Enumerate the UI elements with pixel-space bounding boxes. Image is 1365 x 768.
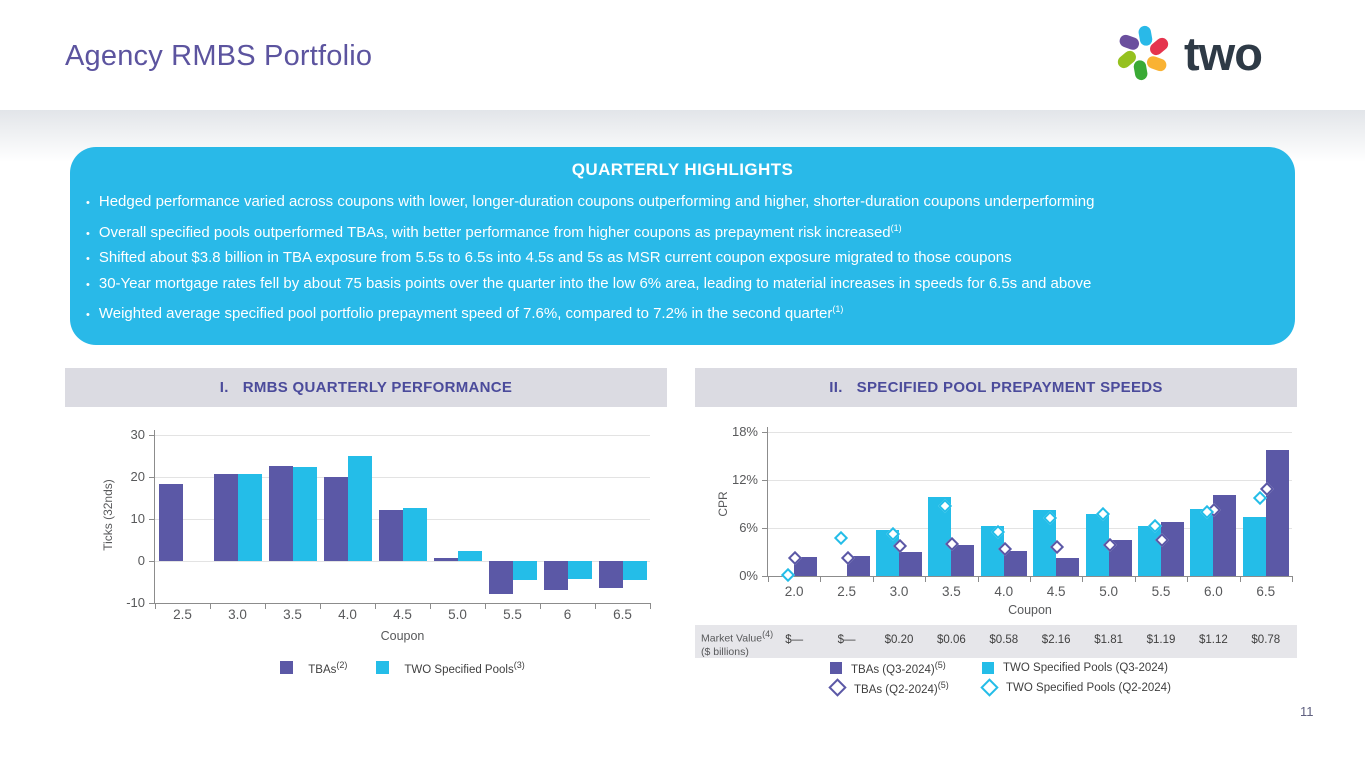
gridline xyxy=(768,528,1292,529)
bullet-icon: • xyxy=(86,309,90,322)
diamond-marker-two-specified-pools-q2-2024- xyxy=(781,568,795,582)
y-axis-tick-label: 20 xyxy=(130,469,145,484)
two-pools-swatch xyxy=(376,661,389,674)
x-axis-tick-label: 6.5 xyxy=(613,607,632,622)
bar-two-specified-pools xyxy=(458,551,482,561)
y-axis-line xyxy=(767,427,768,576)
bar-two-specified-pools xyxy=(513,561,537,580)
x-tick xyxy=(375,603,376,609)
market-value-cell: $1.12 xyxy=(1199,634,1228,646)
gridline xyxy=(768,432,1292,433)
chart1-x-axis-title: Coupon xyxy=(380,629,425,643)
bar-two-specified-pools xyxy=(623,561,647,580)
market-value-cell: $0.06 xyxy=(937,634,966,646)
diamond-marker-tbas-q2-2024- xyxy=(998,542,1012,556)
bar-two-specified-pools xyxy=(238,474,262,561)
diamond-marker-two-specified-pools-q2-2024- xyxy=(938,499,952,513)
y-tick xyxy=(762,528,768,529)
market-value-cell: $2.16 xyxy=(1041,634,1071,646)
x-axis-tick-label: 3.5 xyxy=(941,584,961,599)
bar-tbas xyxy=(544,561,568,590)
bullet-icon: • xyxy=(86,253,90,266)
y-tick xyxy=(149,435,155,436)
bar-tbas xyxy=(324,477,348,561)
chart1-y-axis-title: Ticks (32nds) xyxy=(101,479,115,551)
bar-tbas-q3-2024- xyxy=(1004,551,1027,576)
y-axis-tick-label: 18% xyxy=(731,424,758,439)
bullet-icon: • xyxy=(86,278,90,291)
bar-two-specified-pools-q3-2024- xyxy=(1190,509,1213,576)
diamond-marker-tbas-q2-2024- xyxy=(1103,538,1117,552)
gridline xyxy=(155,477,650,478)
highlight-bullet: • Overall specified pools outperformed TBAs, with better performance from higher coupons as prepayment risk increased$^{(1)}$ xyxy=(86,216,1277,247)
diamond-marker-tbas-q2-2024- xyxy=(1155,533,1169,547)
y-axis-tick-label: 0% xyxy=(739,568,758,583)
x-axis-tick-label: 3.0 xyxy=(889,584,909,599)
x-tick xyxy=(1240,576,1241,582)
x-axis-line xyxy=(768,576,1293,577)
diamond-marker-tbas-q2-2024- xyxy=(945,537,959,551)
x-axis-line xyxy=(155,603,651,604)
bar-tbas xyxy=(599,561,623,588)
bullet-icon: • xyxy=(86,197,90,209)
x-tick xyxy=(155,603,156,609)
diamond-marker-tbas-q2-2024- xyxy=(788,551,802,565)
bar-two-specified-pools-q3-2024- xyxy=(1243,517,1266,576)
x-tick xyxy=(925,576,926,582)
bar-two-specified-pools xyxy=(568,561,592,579)
highlight-bullet: • Shifted about $3.8 billion in TBA exposure from 5.5s to 6.5s into 4.5s and 5s as MSR current coupon exposure migrated to those coupons xyxy=(86,246,1277,272)
legend-two-pools-q2: TWO Specified Pools (Q2-2024) xyxy=(982,680,1171,696)
x-axis-tick-label: 5.5 xyxy=(1151,584,1171,599)
bar-tbas xyxy=(379,510,403,561)
market-value-cell: $— xyxy=(837,634,856,646)
bar-tbas-q3-2024- xyxy=(794,557,817,576)
y-tick xyxy=(149,477,155,478)
diamond-marker-two-specified-pools-q2-2024- xyxy=(1200,505,1214,519)
y-axis-tick-label: -10 xyxy=(126,595,145,610)
diamond-marker-tbas-q2-2024- xyxy=(893,539,907,553)
bar-tbas xyxy=(159,484,183,561)
x-tick xyxy=(1187,576,1188,582)
y-axis-tick-label: 12% xyxy=(731,472,758,487)
market-value-label: Market Value$^{(4)}$ ($ billions) xyxy=(701,629,774,658)
market-value-cell: $1.19 xyxy=(1146,634,1176,646)
y-axis-tick-label: 6% xyxy=(739,520,758,535)
legend-tbas-q2: TBAs $(Q2-2024)^{(5)}$ xyxy=(830,680,982,696)
chart1-numeral: I. xyxy=(219,379,229,396)
bar-two-specified-pools xyxy=(348,456,372,561)
x-axis-tick-label: 5.0 xyxy=(448,607,467,622)
bar-tbas-q3-2024- xyxy=(1213,495,1236,576)
gridline xyxy=(155,519,650,520)
x-axis-tick-label: 2.5 xyxy=(837,584,856,599)
x-tick xyxy=(873,576,874,582)
two-pools-q3-swatch xyxy=(982,662,994,674)
y-axis-tick-label: 0 xyxy=(137,553,145,568)
bar-tbas xyxy=(269,466,293,561)
x-tick xyxy=(430,603,431,609)
highlight-bullet: • Hedged performance varied across coupons with lower, longer-duration coupons outperforming and higher, shorter-duration coupons underperforming xyxy=(86,190,1277,216)
y-axis-line xyxy=(154,430,155,603)
two-logo-text: two xyxy=(1184,26,1262,80)
two-logo xyxy=(1112,22,1262,84)
diamond-marker-two-specified-pools-q2-2024- xyxy=(991,525,1005,539)
bar-tbas-q3-2024- xyxy=(899,552,922,576)
x-axis-tick-label: 3.5 xyxy=(283,607,302,622)
page-title: Agency RMBS Portfolio xyxy=(65,40,373,72)
bar-two-specified-pools-q3-2024- xyxy=(876,530,899,576)
x-axis-tick-label: 5.5 xyxy=(503,607,522,622)
x-tick xyxy=(1082,576,1083,582)
x-tick xyxy=(768,576,769,582)
gridline xyxy=(155,561,650,562)
quarterly-highlights-box xyxy=(70,147,1295,345)
tbas-q2-diamond xyxy=(828,679,846,697)
bar-tbas-q3-2024- xyxy=(1161,522,1184,576)
chart1-header xyxy=(65,368,667,407)
bar-two-specified-pools-q3-2024- xyxy=(1086,514,1109,576)
x-tick xyxy=(210,603,211,609)
x-axis-tick-label: 4.0 xyxy=(994,584,1014,599)
bar-two-specified-pools xyxy=(293,467,317,561)
gridline xyxy=(155,435,650,436)
diamond-marker-two-specified-pools-q2-2024- xyxy=(1096,507,1110,521)
x-tick xyxy=(485,603,486,609)
chart1-legend xyxy=(155,660,650,676)
bar-tbas xyxy=(434,558,458,561)
x-tick xyxy=(1135,576,1136,582)
highlights-title: QUARTERLY HIGHLIGHTS xyxy=(571,160,794,179)
bar-tbas-q3-2024- xyxy=(1109,540,1132,576)
chart2-x-axis-title: Coupon xyxy=(1008,603,1052,617)
diamond-marker-two-specified-pools-q2-2024- xyxy=(834,531,848,545)
gridline xyxy=(768,480,1292,481)
y-tick xyxy=(149,603,155,604)
x-tick xyxy=(820,576,821,582)
bar-tbas xyxy=(214,474,238,561)
two-pools-q2-diamond xyxy=(980,679,998,697)
diamond-marker-two-specified-pools-q2-2024- xyxy=(1253,491,1267,505)
tbas-q3-swatch xyxy=(830,662,842,674)
chart2-legend xyxy=(830,660,1171,696)
x-axis-tick-label: 5.0 xyxy=(1099,584,1118,599)
chart2-header xyxy=(695,368,1297,407)
y-axis-tick-label: 10 xyxy=(130,511,145,526)
diamond-marker-two-specified-pools-q2-2024- xyxy=(1043,511,1057,525)
bar-two-specified-pools-q3-2024- xyxy=(1033,510,1056,576)
y-tick xyxy=(149,519,155,520)
diamond-marker-tbas-q2-2024- xyxy=(841,551,855,565)
x-axis-tick-label: 4.0 xyxy=(338,607,357,622)
bar-two-specified-pools xyxy=(403,508,427,561)
x-tick xyxy=(978,576,979,582)
market-value-cell: $0.78 xyxy=(1251,634,1281,646)
bar-two-specified-pools-q3-2024- xyxy=(981,526,1004,576)
x-axis-tick-label: 4.5 xyxy=(393,607,412,622)
diamond-marker-tbas-q2-2024- xyxy=(1260,482,1274,496)
bullet-icon: • xyxy=(86,227,90,240)
x-tick xyxy=(1030,576,1031,582)
tbas-legend-label: TBAs$^{(2)}$ xyxy=(308,660,348,676)
two-logo-icon xyxy=(1112,22,1174,84)
y-tick xyxy=(149,561,155,562)
bar-tbas-q3-2024- xyxy=(951,545,974,576)
bar-tbas-q3-2024- xyxy=(847,556,870,576)
x-tick xyxy=(1292,576,1293,582)
market-value-cell: $0.20 xyxy=(884,634,914,646)
y-axis-tick-label: 30 xyxy=(130,427,145,442)
bar-two-specified-pools-q3-2024- xyxy=(1138,526,1161,576)
market-value-cell: $0.58 xyxy=(989,634,1019,646)
highlight-bullet: • Weighted average specified pool portfolio prepayment speed of 7.6%, compared to 7.2% in the second quarter$^{(1)}$ xyxy=(86,297,1277,328)
x-tick xyxy=(540,603,541,609)
two-pools-legend-label: TWO Specified Pools$^{(3)}$ xyxy=(404,660,525,676)
x-tick xyxy=(320,603,321,609)
diamond-marker-tbas-q2-2024- xyxy=(1050,540,1064,554)
y-tick xyxy=(762,576,768,577)
x-axis-tick-label: 2.0 xyxy=(784,584,804,599)
x-axis-tick-label: 4.5 xyxy=(1046,584,1066,599)
bar-two-specified-pools-q3-2024- xyxy=(928,497,951,576)
legend-tbas-q3: TBAs $(Q3-2024)^{(5)}$ xyxy=(830,660,982,676)
x-axis-tick-label: 6.5 xyxy=(1256,584,1276,599)
market-value-cell: $1.81 xyxy=(1094,634,1123,646)
legend-two-pools-q3: TWO Specified Pools (Q3-2024) xyxy=(982,660,1171,676)
chart2-y-axis-title: CPR xyxy=(716,491,730,517)
x-axis-tick-label: 6.0 xyxy=(1203,584,1223,599)
x-tick xyxy=(265,603,266,609)
page-number: 11 xyxy=(1300,704,1314,719)
bar-tbas-q3-2024- xyxy=(1056,558,1079,576)
x-axis-tick-label: 6 xyxy=(563,607,572,622)
x-tick xyxy=(595,603,596,609)
y-tick xyxy=(762,432,768,433)
y-tick xyxy=(762,480,768,481)
chart2-numeral: II. xyxy=(829,379,843,396)
bar-tbas xyxy=(489,561,513,594)
x-axis-tick-label: 2.5 xyxy=(173,607,192,622)
x-axis-tick-label: 3.0 xyxy=(228,607,247,622)
diamond-marker-two-specified-pools-q2-2024- xyxy=(886,527,900,541)
diamond-marker-two-specified-pools-q2-2024- xyxy=(1148,519,1162,533)
tbas-swatch xyxy=(280,661,293,674)
chart2-title: SPECIFIED POOL PREPAYMENT SPEEDS xyxy=(856,379,1163,396)
x-tick xyxy=(650,603,651,609)
diamond-marker-tbas-q2-2024- xyxy=(1207,503,1221,517)
highlights-list xyxy=(70,190,1295,328)
highlight-bullet: • 30-Year mortgage rates fell by about 75 basis points over the quarter into the low 6% area, leading to material increases in speeds for 6.5s and above xyxy=(86,272,1277,298)
chart1-title: RMBS QUARTERLY PERFORMANCE xyxy=(242,379,513,396)
market-value-cell: $— xyxy=(785,634,804,646)
bar-tbas-q3-2024- xyxy=(1266,450,1289,576)
